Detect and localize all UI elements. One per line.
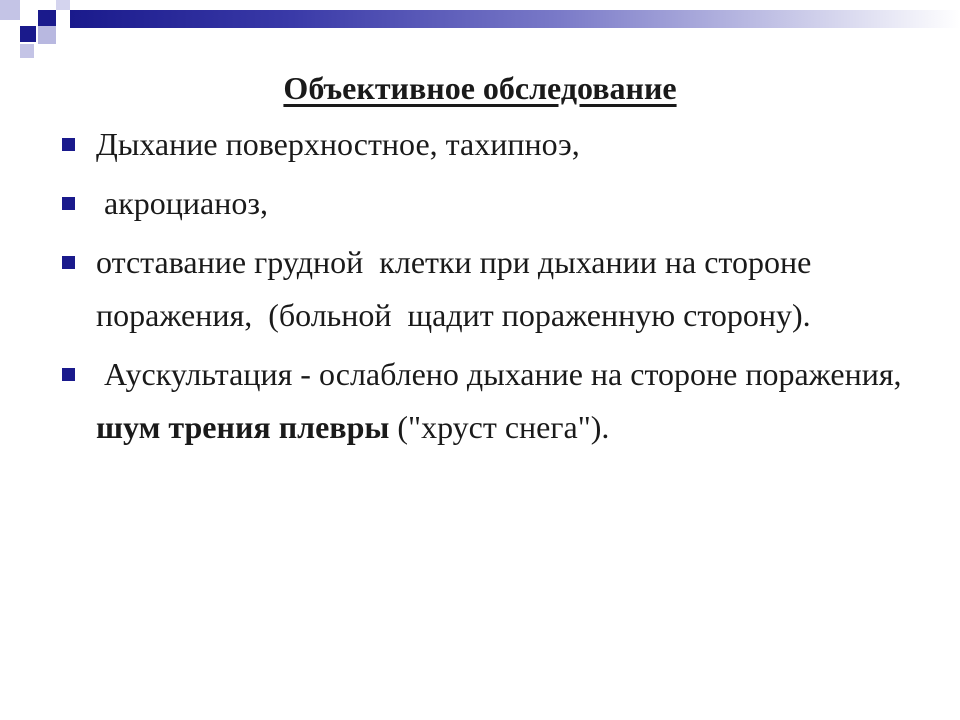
bullet-text: отставание грудной клетки при дыхании на стороне поражения, (больной щадит пораженную сторону). [96,244,820,333]
decor-square [56,0,70,10]
decor-square [20,8,38,26]
square-bullet-icon [62,256,75,269]
bullet-item [62,118,922,171]
bullet-text: Дыхание поверхностное, тахипноэ, [96,126,580,162]
bullet-item [62,236,922,342]
header-gradient-band [70,10,960,28]
bullet-text-bold: шум трения плевры [96,409,390,445]
bullet-text: акроцианоз, [96,185,268,221]
decor-square [38,26,56,44]
square-bullet-icon [62,197,75,210]
decor-square [20,44,34,58]
slide-title: Объективное обследование [283,70,677,106]
bullet-item [62,348,922,454]
bullet-text: ("хруст снега"). [389,409,610,445]
square-bullet-icon [62,138,75,151]
decor-square [20,26,36,42]
bullet-list [62,118,922,460]
square-bullet-icon [62,368,75,381]
bullet-text: Аускультация - ослаблено дыхание на стороне поражения, [96,356,910,392]
decor-square [0,0,20,20]
bullet-item [62,177,922,230]
